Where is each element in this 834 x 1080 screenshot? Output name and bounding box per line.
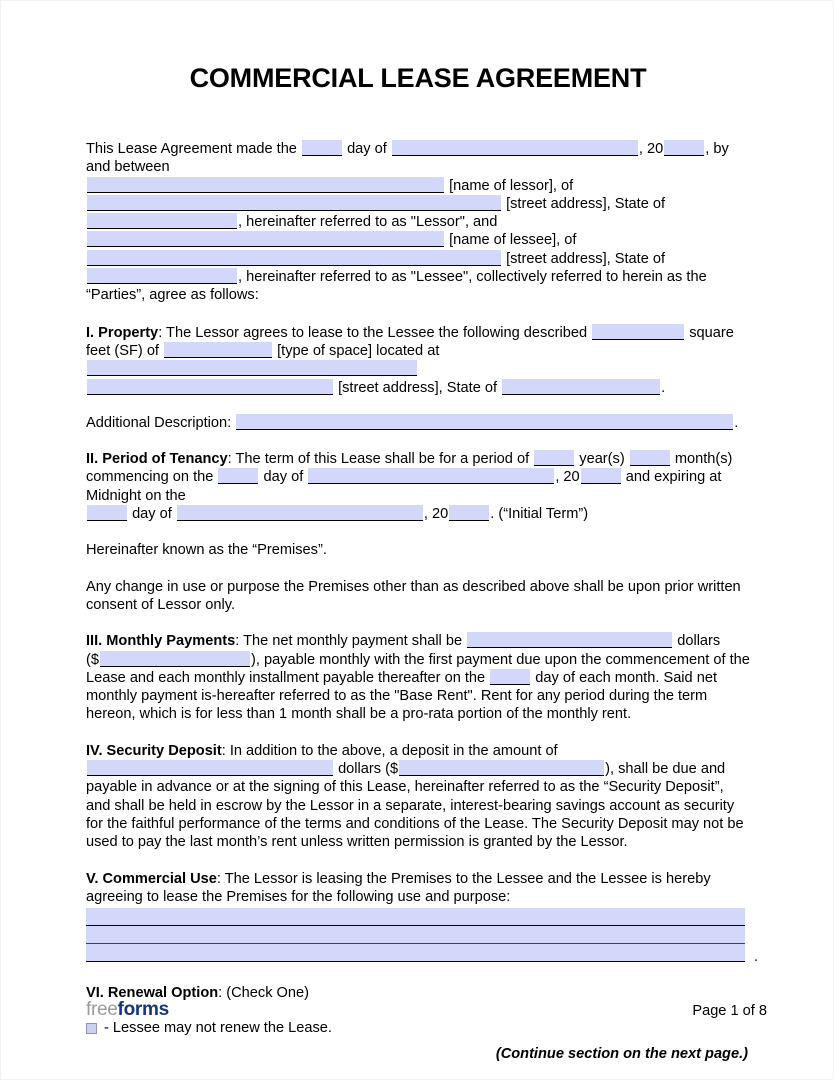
section-tenancy-heading: II. Period of Tenancy [86, 451, 228, 468]
page-footer [86, 999, 767, 1021]
tenancy-text-9: . (“Initial Term”) [490, 506, 589, 523]
commercial-use-line-2[interactable] [86, 926, 745, 944]
intro-text-10: , hereinafter referred to as "Lessee", collectively referred to herein as the [238, 269, 707, 286]
section-property-heading: I. Property [86, 324, 159, 341]
intro-text-9: [street address], State of [506, 250, 666, 267]
property-text-2: square feet (SF) of [86, 324, 734, 359]
expire-month-field[interactable] [177, 505, 423, 521]
commence-year-field[interactable] [581, 468, 621, 484]
intro-text-7: , hereinafter referred to as "Lessor", and [238, 214, 498, 231]
payments-text-3: ($ [86, 651, 99, 668]
lessee-street-field[interactable] [87, 250, 501, 266]
section-deposit-heading: IV. Security Deposit [86, 742, 222, 759]
property-text-4: [street address], State of [338, 379, 498, 396]
property-text-1: : The Lessor agrees to lease to the Lessee the following described [158, 324, 588, 341]
payments-text-2: dollars [677, 633, 721, 650]
commercial-use-line-1[interactable] [86, 908, 745, 926]
property-text-5: . [661, 379, 666, 396]
document-body [86, 1, 758, 1063]
change-of-use-note: Any change in use or purpose the Premises other than as described above shall be upon prior written consent of Lessor only. [86, 578, 741, 613]
tenancy-text-6: and expiring at Midnight on the [86, 469, 722, 504]
commence-month-field[interactable] [308, 468, 554, 484]
property-text-3: [type of space] located at [277, 342, 440, 359]
commercial-use-lines [86, 908, 758, 966]
lessor-street-field[interactable] [87, 195, 501, 211]
section-security-deposit [86, 742, 750, 852]
square-feet-field[interactable] [592, 324, 684, 340]
page-title: COMMERCIAL LEASE AGREEMENT [189, 63, 647, 93]
month-field[interactable] [392, 140, 638, 156]
intro-text-8: [name of lessee], of [449, 232, 577, 249]
renewal-option-1-label: - Lessee may not renew the Lease. [104, 1020, 332, 1037]
intro-text-2: day of [347, 141, 387, 157]
intro-text-6: [street address], State of [506, 195, 666, 212]
monthly-payment-amount-field[interactable] [100, 651, 250, 667]
property-street-field-1[interactable] [87, 360, 417, 376]
continue-note: (Continue section on the next page.) [495, 1046, 748, 1063]
intro-text-11: “Parties”, agree as follows: [86, 287, 259, 304]
intro-text-1: This Lease Agreement made the [86, 141, 297, 157]
logo-text-forms: forms [117, 999, 169, 1020]
payments-text-4: ), payable monthly with the first payment due upon the commencement of the Lease and each monthly installment payable thereafter on the [86, 651, 750, 686]
tenancy-text-1: : The term of this Lease shall be for a period of [227, 451, 530, 468]
intro-text-4: , by and between [86, 141, 729, 176]
renewal-option-row-1[interactable] [86, 1019, 750, 1037]
tenancy-text-3: month(s) commencing on the [86, 451, 733, 486]
tenancy-text-5: , 20 [555, 469, 580, 486]
property-street-field-2[interactable] [87, 379, 333, 395]
commence-day-field[interactable] [218, 468, 258, 484]
property-state-field[interactable] [502, 379, 660, 395]
commercial-use-tail: . [753, 949, 758, 966]
lessee-name-field[interactable] [87, 231, 444, 247]
intro-text-3: , 20 [638, 141, 664, 157]
commercial-use-line-3[interactable] [86, 944, 745, 962]
section-commercial-use [86, 870, 750, 907]
payment-due-day-field[interactable] [490, 669, 530, 685]
term-months-field[interactable] [630, 450, 670, 466]
payments-text-5: day of each month. Said net monthly payment is-hereafter referred to as the "Base Rent". Rent for any period during the term hereon, which is for less than 1 month shall be a pro-rata portion of the monthly rent. [86, 669, 718, 723]
monthly-payment-words-field[interactable] [467, 632, 672, 648]
section-commercial-use-heading: V. Commercial Use [86, 870, 217, 887]
tenancy-text-7: day of [132, 506, 172, 523]
logo-text-free: free [86, 999, 118, 1020]
premises-note: Hereinafter known as the “Premises”. [86, 542, 327, 559]
lessee-state-field[interactable] [87, 268, 237, 284]
year-field[interactable] [664, 140, 704, 156]
day-field[interactable] [302, 140, 342, 156]
commercial-use-text-1: : The Lessor is leasing the Premises to the Lessee and the Lessee is hereby agreeing to lease the Premises for the following use and purpose: [86, 870, 711, 905]
expire-year-field[interactable] [449, 505, 489, 521]
tenancy-text-8: , 20 [423, 506, 449, 523]
deposit-text-1: : In addition to the above, a deposit in the amount of [221, 742, 558, 759]
page-number: Page 1 of 8 [692, 1003, 767, 1019]
section-property [86, 324, 750, 397]
section-monthly-payments [86, 632, 750, 723]
checkbox-icon[interactable] [86, 1023, 97, 1034]
payments-text-1: : The net monthly payment shall be [235, 633, 463, 650]
additional-description-label: Additional Description: [86, 414, 232, 431]
expire-day-field[interactable] [87, 505, 127, 521]
term-years-field[interactable] [534, 450, 574, 466]
freeforms-logo [86, 999, 169, 1021]
additional-description-tail: . [734, 414, 739, 431]
intro-paragraph [86, 140, 750, 305]
tenancy-text-4: day of [263, 469, 304, 486]
renewal-text-1: : (Check One) [218, 985, 310, 1002]
lessor-state-field[interactable] [87, 213, 237, 229]
section-renewal-heading: VI. Renewal Option [86, 985, 219, 1002]
section-tenancy [86, 450, 750, 523]
tenancy-text-2: year(s) [579, 451, 625, 468]
additional-description-row [86, 414, 750, 432]
deposit-text-2: dollars ($ [338, 761, 399, 778]
type-of-space-field[interactable] [164, 342, 272, 358]
lessor-name-field[interactable] [87, 177, 444, 193]
deposit-words-field[interactable] [87, 760, 333, 776]
deposit-text-3: ), shall be due and payable in advance or at the signing of this Lease, hereinafter referred to as the “Security Deposit”, and shall be held in escrow by the Lessor in a separate, interest-bearing savings account as security for the faithful performance of the terms and conditions of the Lease. The Security Deposit may not be used to pay the last month’s rent unless written permission is granted by the Lessor. [86, 761, 744, 851]
section-payments-heading: III. Monthly Payments [86, 633, 236, 650]
intro-text-5: [name of lessor], of [449, 177, 574, 194]
deposit-amount-field[interactable] [399, 760, 604, 776]
additional-description-field[interactable] [236, 414, 733, 430]
